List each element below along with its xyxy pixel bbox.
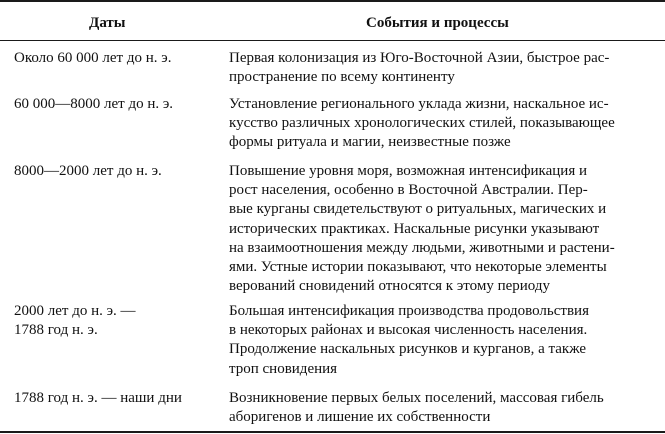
row-date xyxy=(14,302,214,340)
event-line: в некоторых районах и высокая численность населения. xyxy=(229,322,588,339)
header-events: События и процессы xyxy=(366,15,509,31)
event-line: вые курганы свидетельствуют о ритуальных, магических и xyxy=(229,201,607,218)
date-line: 2000 лет до н. э. — xyxy=(14,303,136,319)
date-line: 8000—2000 лет до н. э. xyxy=(14,163,162,179)
event-line: Возникновение первых белых поселений, массовая гибель xyxy=(229,390,604,406)
event-line: троп сновидения xyxy=(229,360,338,377)
event-line: формы ритуала и магии, неизвестные позже xyxy=(229,134,511,151)
row-date xyxy=(14,162,214,181)
event-line: пространение по всему континенту xyxy=(229,69,455,86)
event-line: аборигенов и лишение их собственности xyxy=(229,409,491,426)
event-line: Повышение уровня моря, возможная интенсификация и xyxy=(229,163,588,179)
table-bottom-rule xyxy=(0,431,665,433)
event-line: Первая колонизация из Юго-Восточной Азии, быстрое рас- xyxy=(229,50,610,66)
event-line: рост населения, особенно в Восточной Австралии. Пер- xyxy=(229,182,588,199)
row-event xyxy=(229,49,657,87)
row-date xyxy=(14,95,214,114)
header-dates: Даты xyxy=(89,15,126,31)
table-top-rule xyxy=(0,0,665,2)
event-line: Установление регионального уклада жизни, наскальное ис- xyxy=(229,96,609,112)
date-line: Около 60 000 лет до н. э. xyxy=(14,50,172,66)
row-event xyxy=(229,302,657,379)
date-line: 1788 год н. э. xyxy=(14,322,98,338)
row-date xyxy=(14,49,214,68)
date-line: 60 000—8000 лет до н. э. xyxy=(14,96,174,112)
event-line: Продолжение наскальных рисунков и курганов, а также xyxy=(229,341,587,358)
event-line: на взаимоотношения между людьми, животными и растени- xyxy=(229,239,615,256)
date-line: 1788 год н. э. — наши дни xyxy=(14,390,182,406)
event-line: Большая интенсификация производства продовольствия xyxy=(229,303,589,319)
row-event xyxy=(229,95,657,153)
row-event xyxy=(229,162,657,296)
event-line: кусство различных хронологических стилей, показывающее xyxy=(229,115,615,132)
event-line: исторических практиках. Наскальные рисунки указывают xyxy=(229,220,600,237)
header-rule xyxy=(0,40,665,41)
row-event xyxy=(229,389,657,427)
event-line: верований сновидений относятся к этому периоду xyxy=(229,278,551,295)
row-date xyxy=(14,389,214,408)
event-line: ями. Устные истории показывают, что некоторые элементы xyxy=(229,259,607,276)
